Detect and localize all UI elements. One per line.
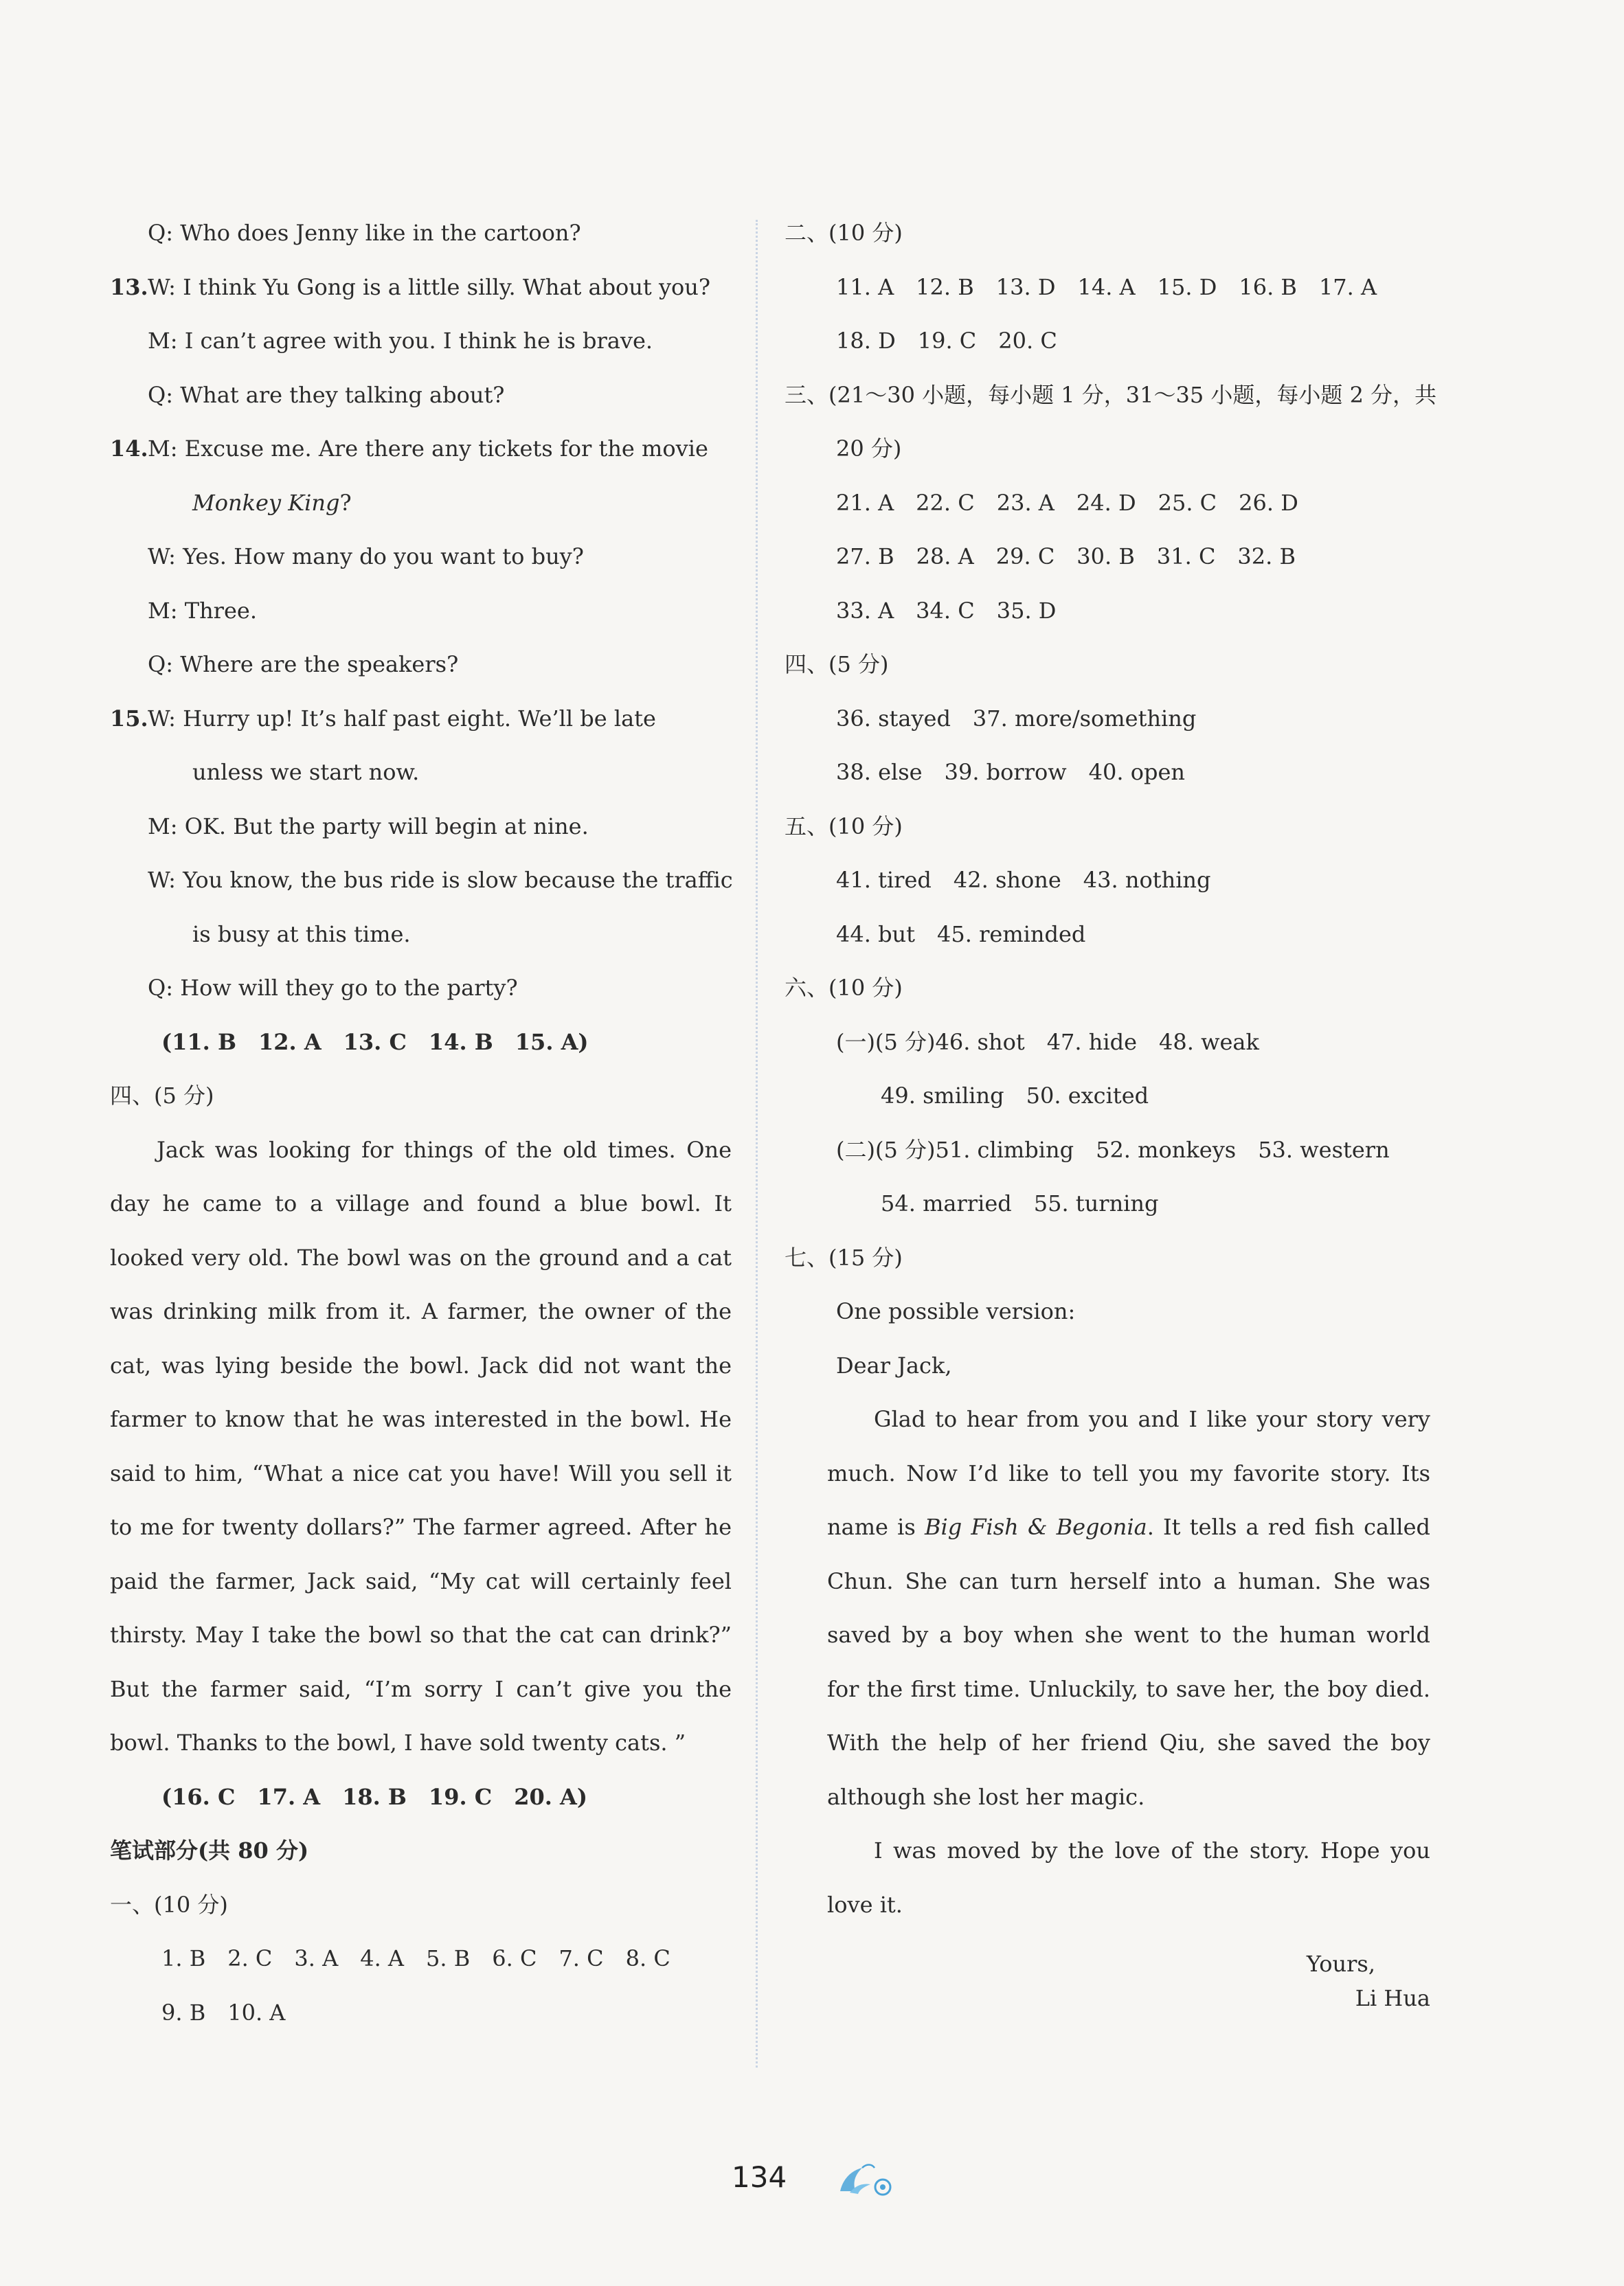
dialogue-line: 14.M: Excuse me. Are there any tickets for the movie xyxy=(110,422,732,476)
section-2-heading: 二、(10 分) xyxy=(785,220,903,246)
dialogue-text: Three. xyxy=(184,597,258,624)
answers-16-20: (16. C 17. A 18. B 19. C 20. A) xyxy=(161,1783,587,1810)
dialogue-text: I can’t agree with you. I think he is brave. xyxy=(184,328,653,354)
section-3-answers-row2: 27. B 28. A 29. C 30. B 31. C 32. B xyxy=(836,543,1296,569)
dialogue-text: unless we start now. xyxy=(192,759,420,785)
speaker-label: Q xyxy=(148,381,166,408)
speaker-label: Q xyxy=(148,651,166,677)
letter-closing: Yours, xyxy=(1306,1951,1375,1977)
dialogue-text: Where are the speakers? xyxy=(180,651,459,677)
listening-passage: Jack was looking for things of the old times. One day he came to a village and found a blue bowl. It looked very old. The bowl was on the ground and a cat was drinking milk from it. A farmer, the owner of the cat, was lying beside the bowl. Jack did not want the farmer to know that he was interested in the bowl. He said to him, “What a nice cat you have! Will you sell it to me for twenty dollars?” The farmer agreed. After he paid the farmer, Jack said, “My cat will certainly feel thirsty. May I take the bowl so that the cat can drink?” But the farmer said, “I’m sorry I can’t give you the bowl. Thanks to the bowl, I have sold twenty cats. ” xyxy=(110,1136,732,1756)
story-title: Big Fish & Begonia xyxy=(924,1514,1147,1540)
section-6-heading: 六、(10 分) xyxy=(785,975,903,1001)
section-4-heading-right: 四、(5 分) xyxy=(785,651,889,677)
answers-11-15: (11. B 12. A 13. C 14. B 15. A) xyxy=(161,1028,589,1055)
dialogue-text: Yes. How many do you want to buy? xyxy=(183,543,584,569)
section-3-heading-cont: 20 分) xyxy=(836,435,902,462)
dialogue-line: M: OK. But the party will begin at nine. xyxy=(148,813,589,839)
letter-signature: Li Hua xyxy=(1355,1985,1430,2011)
dialogue-line: M: I can’t agree with you. I think he is brave. xyxy=(148,328,653,354)
page-footer xyxy=(732,2157,896,2205)
dialogue-text: What are they talking about? xyxy=(180,381,505,408)
section-1-answers-row1: 1. B 2. C 3. A 4. A 5. B 6. C 7. C 8. C xyxy=(161,1945,670,1971)
dialogue-text: How will they go to the party? xyxy=(180,975,518,1001)
speaker-label: W xyxy=(148,867,169,893)
speaker-label: W xyxy=(148,273,169,300)
section-4-heading: 四、(5 分) xyxy=(110,1083,214,1109)
dialogue-text: I think Yu Gong is a little silly. What about you? xyxy=(183,273,711,300)
dialogue-text: Excuse me. Are there any tickets for the movie xyxy=(184,435,708,462)
question-number: 14. xyxy=(110,435,148,462)
page-number: 134 xyxy=(732,2160,787,2194)
dialogue-line: 15.W: Hurry up! It’s half past eight. We’ll be late xyxy=(110,692,732,746)
dialogue-line: Q: How will they go to the party? xyxy=(148,975,518,1001)
sample-version-label: One possible version: xyxy=(836,1298,1076,1324)
left-column xyxy=(110,206,732,2039)
letter-body-paragraph-2: I was moved by the love of the story. Hope you love it. xyxy=(827,1837,1430,1918)
dialogue-line: Q: Where are the speakers? xyxy=(148,651,459,677)
dialogue-line: W: Yes. How many do you want to buy? xyxy=(148,543,584,569)
dialogue-line: Q: What are they talking about? xyxy=(148,381,505,408)
section-6-answers-row4: 54. married 55. turning xyxy=(881,1190,1159,1216)
section-1-answers-row2: 9. B 10. A xyxy=(161,1999,286,2026)
section-3-answers-row1: 21. A 22. C 23. A 24. D 25. C 26. D xyxy=(836,489,1298,516)
section-5-answers-row1: 41. tired 42. shone 43. nothing xyxy=(836,867,1211,893)
section-2-answers-row1: 11. A 12. B 13. D 14. A 15. D 16. B 17. A xyxy=(836,273,1377,300)
section-4-answers-row2: 38. else 39. borrow 40. open xyxy=(836,759,1186,785)
section-2-answers-row2: 18. D 19. C 20. C xyxy=(836,328,1057,354)
section-6-answers-row1: (一)(5 分)46. shot 47. hide 48. weak xyxy=(836,1028,1259,1055)
dialogue-text: Who does Jenny like in the cartoon? xyxy=(180,220,581,246)
dialogue-text: OK. But the party will begin at nine. xyxy=(184,813,589,839)
dialogue-text: You know, the bus ride is slow because the traffic xyxy=(183,867,733,893)
speaker-label: W xyxy=(148,543,169,569)
section-7-heading: 七、(15 分) xyxy=(785,1244,903,1271)
dialogue-line xyxy=(110,745,732,800)
decorative-swirl-logo-icon xyxy=(835,2158,900,2202)
question-number: 13. xyxy=(110,273,148,300)
speaker-label: M xyxy=(148,597,170,624)
section-1-heading: 一、(10 分) xyxy=(110,1891,228,1918)
speaker-label: M xyxy=(148,435,170,462)
written-part-heading: 笔试部分(共 80 分) xyxy=(110,1837,309,1864)
speaker-label: Q xyxy=(148,220,166,246)
section-4-answers-row1: 36. stayed 37. more/something xyxy=(836,705,1197,732)
dialogue-line: Q: Who does Jenny like in the cartoon? xyxy=(148,220,581,246)
section-6-answers-row2: 49. smiling 50. excited xyxy=(881,1083,1149,1109)
section-5-answers-row2: 44. but 45. reminded xyxy=(836,920,1086,947)
right-column xyxy=(785,206,1437,2015)
speaker-label: Q xyxy=(148,975,166,1001)
section-5-heading: 五、(10 分) xyxy=(785,813,903,839)
section-3-answers-row3: 33. A 34. C 35. D xyxy=(836,597,1057,624)
column-divider xyxy=(756,220,758,2068)
listening-dialogue xyxy=(110,206,732,1015)
section-6-answers-row3: (二)(5 分)51. climbing 52. monkeys 53. western xyxy=(836,1136,1390,1163)
speaker-label: M xyxy=(148,328,170,354)
letter-body-paragraph-1: Glad to hear from you and I like your story very much. Now I’d like to tell you my favorite story. Its name is Big Fish & Begonia. It tells a red fish called Chun. She can turn herself into a human. She was saved by a boy when she went to the human world for the first time. Unluckily, to save her, the boy died. With the help of her friend Qiu, she saved the boy although she lost her magic. xyxy=(827,1406,1431,1810)
dialogue-line: M: Three. xyxy=(148,597,258,624)
dialogue-suffix: ? xyxy=(339,489,352,516)
section-3-heading: 三、(21～30 小题，每小题 1 分，31～35 小题，每小题 2 分，共 xyxy=(785,381,1437,408)
speaker-label: W xyxy=(148,705,169,732)
dialogue-text: Monkey King xyxy=(192,489,340,516)
speaker-label: M xyxy=(148,813,170,839)
question-number: 15. xyxy=(110,705,148,732)
dialogue-text: is busy at this time. xyxy=(192,920,411,947)
dialogue-text: Hurry up! It’s half past eight. We’ll be late xyxy=(183,705,656,732)
dialogue-line xyxy=(110,476,732,530)
letter-greeting: Dear Jack, xyxy=(836,1352,952,1379)
dialogue-line: W: You know, the bus ride is slow because the traffic xyxy=(148,867,733,893)
dialogue-line: 13.W: I think Yu Gong is a little silly. What about you? xyxy=(110,260,732,315)
dialogue-line xyxy=(110,907,732,962)
